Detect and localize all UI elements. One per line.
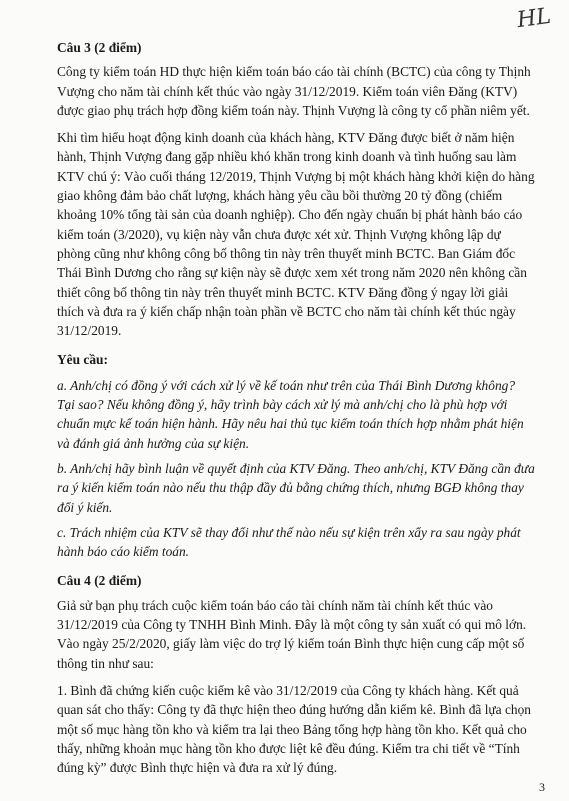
question-4-heading: Câu 4 (2 điểm): [57, 573, 142, 589]
question-3-paragraph-2: Khi tìm hiểu hoạt động kinh doanh của khách hàng, KTV Đăng được biết ở năm hiện hành, Thịnh Vượng đang gặp nhiều khó khăn trong kinh doanh và tình huống sau làm KTV chú ý: Vào cuối tháng 12/2019, Thịnh Vượng bị một khách hàng khởi kiện do hàng giao không đảm bảo chất lượng, khách hàng yêu cầu bồi thường 20 tỷ đồng (chiếm khoảng 10% tổng tài sản của doanh nghiệp). Cho đến ngày chuẩn bị phát hành báo cáo kiểm toán (3/2020), vụ kiện này vẫn chưa được xét xử. Thịnh Vượng không lập dự phòng cũng như không công bố thông tin này trên thuyết minh BCTC. Ban Giám đốc Thái Bình Dương cho rằng sự kiện này sẽ được xem xét trong năm 2020 nên không cần thiết công bố thông tin này trên thuyết minh BCTC. KTV Đăng đồng ý ngay lời giải thích và đưa ra ý kiến chấp nhận toàn phần về BCTC cho năm tài chính kết thúc ngày 31/12/2019.: [57, 130, 535, 339]
requirements-heading: Yêu cầu:: [57, 352, 108, 368]
requirement-b: b. Anh/chị hãy bình luận về quyết định của KTV Đăng. Theo anh/chị, KTV Đăng cần đưa ra ý kiến kiểm toán nào nếu thu thập đầy đủ bằng chứng thích, nhưng BGĐ không thay đổi ý kiến.: [57, 460, 535, 515]
question-4-paragraph-2: 1. Bình đã chứng kiến cuộc kiểm kê vào 31/12/2019 của Công ty khách hàng. Kết quả quan sát cho thấy: Công ty đã thực hiện theo đúng hướng dẫn kiểm kê. Bình đã lựa chọn một số mục hàng tồn kho và kiểm tra lại theo Bảng tổng hợp hàng tồn kho. Kết quả cho thấy, những khoản mục hàng tồn kho được liệt kê đều đúng. Kiểm tra chi tiết về “Tính đúng kỳ” được Bình thực hiện và đưa ra xử lý đúng.: [57, 682, 532, 776]
page-content: [57, 38, 535, 785]
page-number: 3: [539, 780, 545, 794]
question-4-paragraph-1: Giả sử bạn phụ trách cuộc kiểm toán báo cáo tài chính năm tài chính kết thúc vào 31/12/2019 của Công ty TNHH Bình Minh. Đây là một công ty sản xuất có qui mô lớn. Vào ngày 25/2/2020, giấy làm việc do trợ lý kiểm toán Bình thực hiện cung cấp một số thông tin như sau:: [57, 597, 527, 671]
question-3-paragraph-1: Công ty kiểm toán HD thực hiện kiểm toán báo cáo tài chính (BCTC) của công ty Thịnh Vượng cho năm tài chính kết thúc vào ngày 31/12/2019. Kiểm toán viên Đăng (KTV) được giao phụ trách hợp đồng kiểm toán này. Thịnh Vượng là công ty cổ phần niêm yết.: [57, 64, 531, 118]
question-3-heading: Câu 3 (2 điểm): [57, 40, 142, 55]
requirement-a: a. Anh/chị có đồng ý với cách xử lý về kế toán như trên của Thái Bình Dương không? Tại sao? Nếu không đồng ý, hãy trình bày cách xử lý mà anh/chị cho là phù hợp với chuẩn mực kế toán hiện hành. Hãy nêu hai thủ tục kiểm toán thích hợp nhằm phát hiện và đánh giá ảnh hưởng của sự kiện.: [57, 377, 524, 451]
handwritten-signature: HL: [515, 3, 553, 34]
requirement-c: c. Trách nhiệm của KTV sẽ thay đổi như thế nào nếu sự kiện trên xẩy ra sau ngày phát hành báo cáo kiểm toán.: [57, 524, 521, 560]
